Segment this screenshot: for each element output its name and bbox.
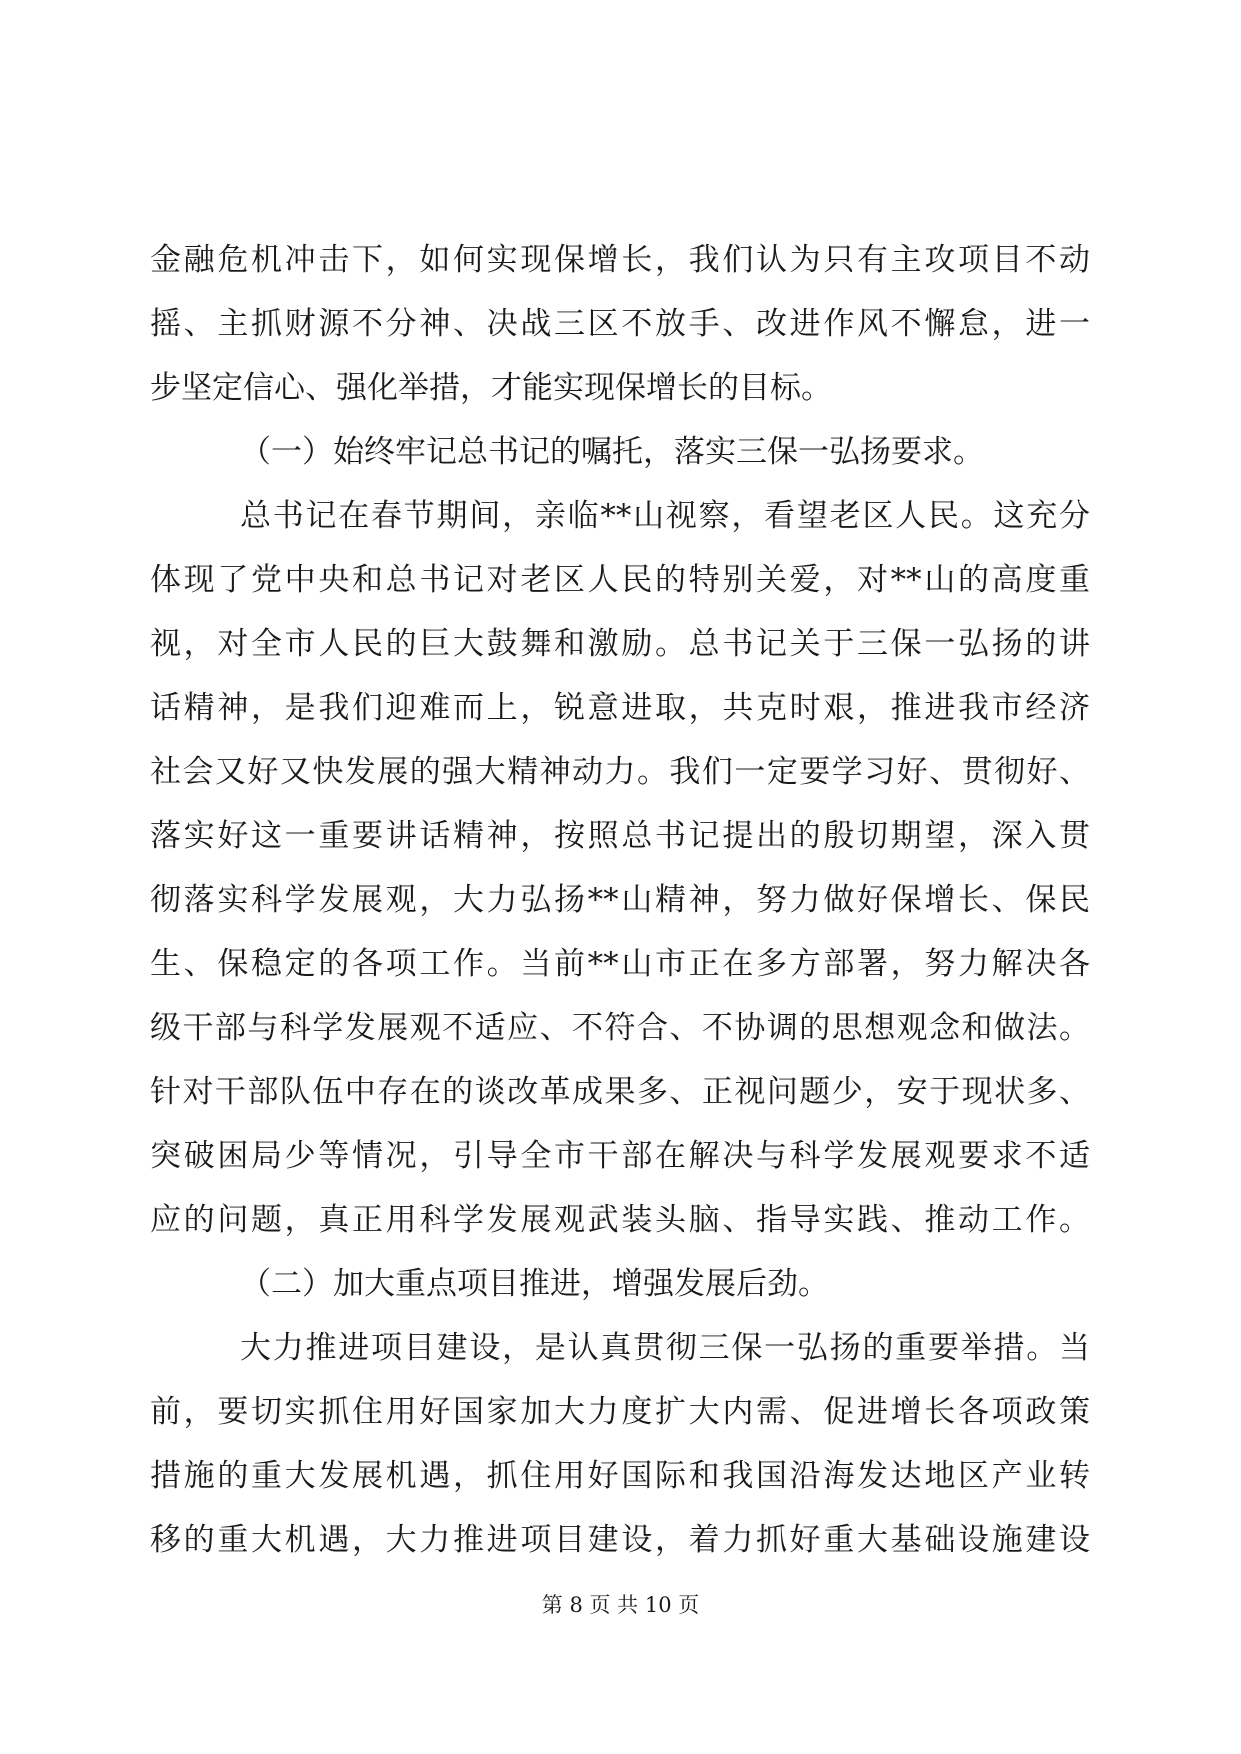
text-line: 前，要切实抓住用好国家加大力度扩大内需、促进增长各项政策	[150, 1394, 1090, 1430]
text-line: 突破困局少等情况，引导全市干部在解决与科学发展观要求不适	[150, 1138, 1090, 1174]
text-line: 措施的重大发展机遇，抓住用好国际和我国沿海发达地区产业转	[150, 1458, 1090, 1494]
text-line: 生、保稳定的各项工作。当前**山市正在多方部署，努力解决各	[150, 946, 1090, 982]
text-line: 针对干部队伍中存在的谈改革成果多、正视问题少，安于现状多、	[150, 1074, 1090, 1110]
text-line: 大力推进项目建设，是认真贯彻三保一弘扬的重要举措。当	[240, 1330, 1090, 1366]
text-line: 总书记在春节期间，亲临**山视察，看望老区人民。这充分	[240, 498, 1090, 534]
text-line: 话精神，是我们迎难而上，锐意进取，共克时艰，推进我市经济	[150, 690, 1090, 726]
text-line: 移的重大机遇，大力推进项目建设，着力抓好重大基础设施建设	[150, 1522, 1090, 1558]
text-line: 步坚定信心、强化举措，才能实现保增长的目标。	[150, 370, 832, 406]
section-heading-2: （二）加大重点项目推进，增强发展后劲。	[240, 1266, 829, 1302]
text-line: 体现了党中央和总书记对老区人民的特别关爱，对**山的高度重	[150, 562, 1090, 598]
text-line: 彻落实科学发展观，大力弘扬**山精神，努力做好保增长、保民	[150, 882, 1090, 918]
text-line: 金融危机冲击下，如何实现保增长，我们认为只有主攻项目不动	[150, 242, 1090, 278]
text-line: 落实好这一重要讲话精神，按照总书记提出的殷切期望，深入贯	[150, 818, 1090, 854]
text-line: 社会又好又快发展的强大精神动力。我们一定要学习好、贯彻好、	[150, 754, 1090, 790]
page-number-footer: 第 8 页 共 10 页	[541, 1593, 700, 1617]
text-line: 摇、主抓财源不分神、决战三区不放手、改进作风不懈怠，进一	[150, 306, 1090, 342]
body-text	[150, 228, 1090, 1572]
text-line: 视，对全市人民的巨大鼓舞和激励。总书记关于三保一弘扬的讲	[150, 626, 1090, 662]
text-line: 应的问题，真正用科学发展观武装头脑、指导实践、推动工作。	[150, 1202, 1090, 1238]
text-line: 级干部与科学发展观不适应、不符合、不协调的思想观念和做法。	[150, 1010, 1090, 1046]
section-heading-1: （一）始终牢记总书记的嘱托，落实三保一弘扬要求。	[240, 434, 984, 470]
